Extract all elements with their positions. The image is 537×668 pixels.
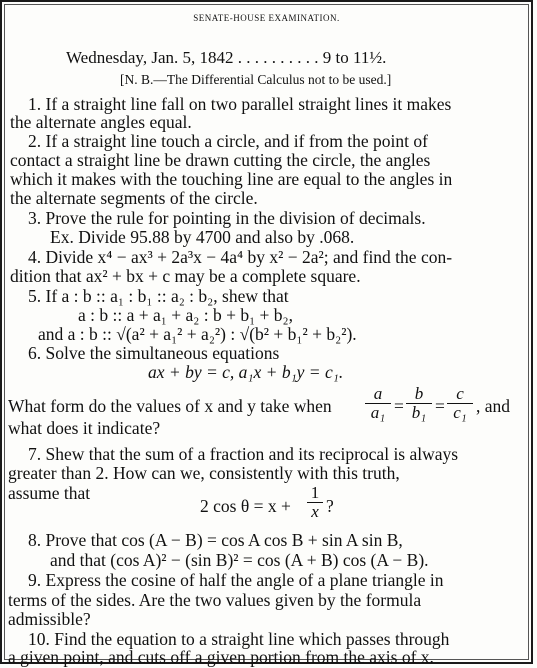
q6-fraction-c-den: c₁ — [453, 403, 467, 422]
q6-fraction-a-num: a — [365, 385, 391, 404]
q6-equations: ax + by = c, a₁x + b₁y = c₁. — [148, 362, 344, 382]
q9-line-1: 9. Express the cosine of half the angle of a plane triangle in — [28, 570, 444, 590]
q9-line-2: terms of the sides. Are the two values given by the formula — [8, 590, 422, 610]
q7-equation-end: ? — [326, 496, 334, 516]
q4-line-1: 4. Divide x⁴ − ax³ + 2a³x − 4a⁴ by x² − 2a²; and find the con- — [28, 247, 453, 267]
q7-line-1: 7. Shew that the sum of a fraction and its reciprocal is always — [28, 444, 459, 464]
q1-line-1: 1. If a straight line fall on two parallel straight lines it makes — [28, 94, 452, 114]
q8-line-2: and that (cos A)² − (sin B)² = cos (A + B) cos (A − B). — [50, 550, 429, 570]
q8-line-1: 8. Prove that cos (A − B) = cos A cos B + sin A sin B, — [28, 530, 403, 550]
q2-line-4: the alternate segments of the circle. — [10, 188, 258, 208]
q6-equals-1: = — [394, 396, 404, 416]
q6-fraction-c-num: c — [447, 385, 473, 404]
q6-fraction-b-num: b — [406, 385, 432, 404]
exam-note: [N. B.—The Differential Calculus not to be used.] — [120, 72, 392, 87]
q3-line-1: 3. Prove the rule for pointing in the division of decimals. — [28, 208, 426, 228]
q6-equals-2: = — [435, 396, 445, 416]
q6-line-3-text: What form do the values of x and y take when — [8, 396, 332, 416]
q6-fraction-c — [447, 385, 473, 422]
q3-line-2: Ex. Divide 95.88 by 4700 and also by .068. — [50, 227, 355, 247]
q2-line-3: which it makes with the touching line are equal to the angles in — [10, 169, 453, 189]
q2-line-1: 2. If a straight line touch a circle, and if from the point of — [28, 131, 428, 151]
exam-title: SENATE-HOUSE EXAMINATION. — [193, 13, 340, 23]
q7-line-3: assume that — [8, 483, 91, 503]
q7-line-2: greater than 2. How can we, consistently with this truth, — [8, 463, 400, 483]
q1-line-2: the alternate angles equal. — [10, 112, 192, 132]
q6-fraction-a — [365, 385, 391, 422]
q5-line-3: and a : b :: √(a² + a₁² + a₂²) : √(b² + b₁² + b₂²). — [38, 324, 357, 344]
q2-line-2: contact a straight line be drawn cutting the circle, the angles — [10, 150, 431, 170]
q4-line-2: dition that ax² + bx + c may be a complete square. — [10, 266, 361, 286]
q10-line-2: a given point, and cuts off a given portion from the axis of x. — [8, 647, 434, 667]
q9-line-3: admissible? — [8, 609, 91, 629]
q10-line-1: 10. Find the equation to a straight line which passes through — [28, 629, 450, 649]
q6-line-1: 6. Solve the simultaneous equations — [28, 343, 280, 363]
q6-fraction-b-den: b₁ — [411, 403, 427, 422]
q6-line-3-end: , and — [476, 396, 511, 416]
q7-fraction — [307, 484, 323, 521]
q5-line-1: 5. If a : b :: a₁ : b₁ :: a₂ : b₂, shew that — [28, 286, 289, 306]
q7-fraction-num: 1 — [307, 484, 323, 503]
q6-line-4: what does it indicate? — [8, 418, 161, 438]
q6-fraction-b — [406, 385, 432, 422]
date-line: Wednesday, Jan. 5, 1842 . . . . . . . . . . 9 to 11½. — [66, 48, 387, 67]
q5-line-2: a : b :: a + a₁ + a₂ : b + b₁ + b₂, — [78, 305, 294, 325]
q7-fraction-den: x — [311, 502, 319, 521]
q7-equation: 2 cos θ = x + — [200, 496, 291, 516]
q6-fraction-a-den: a₁ — [370, 403, 386, 422]
